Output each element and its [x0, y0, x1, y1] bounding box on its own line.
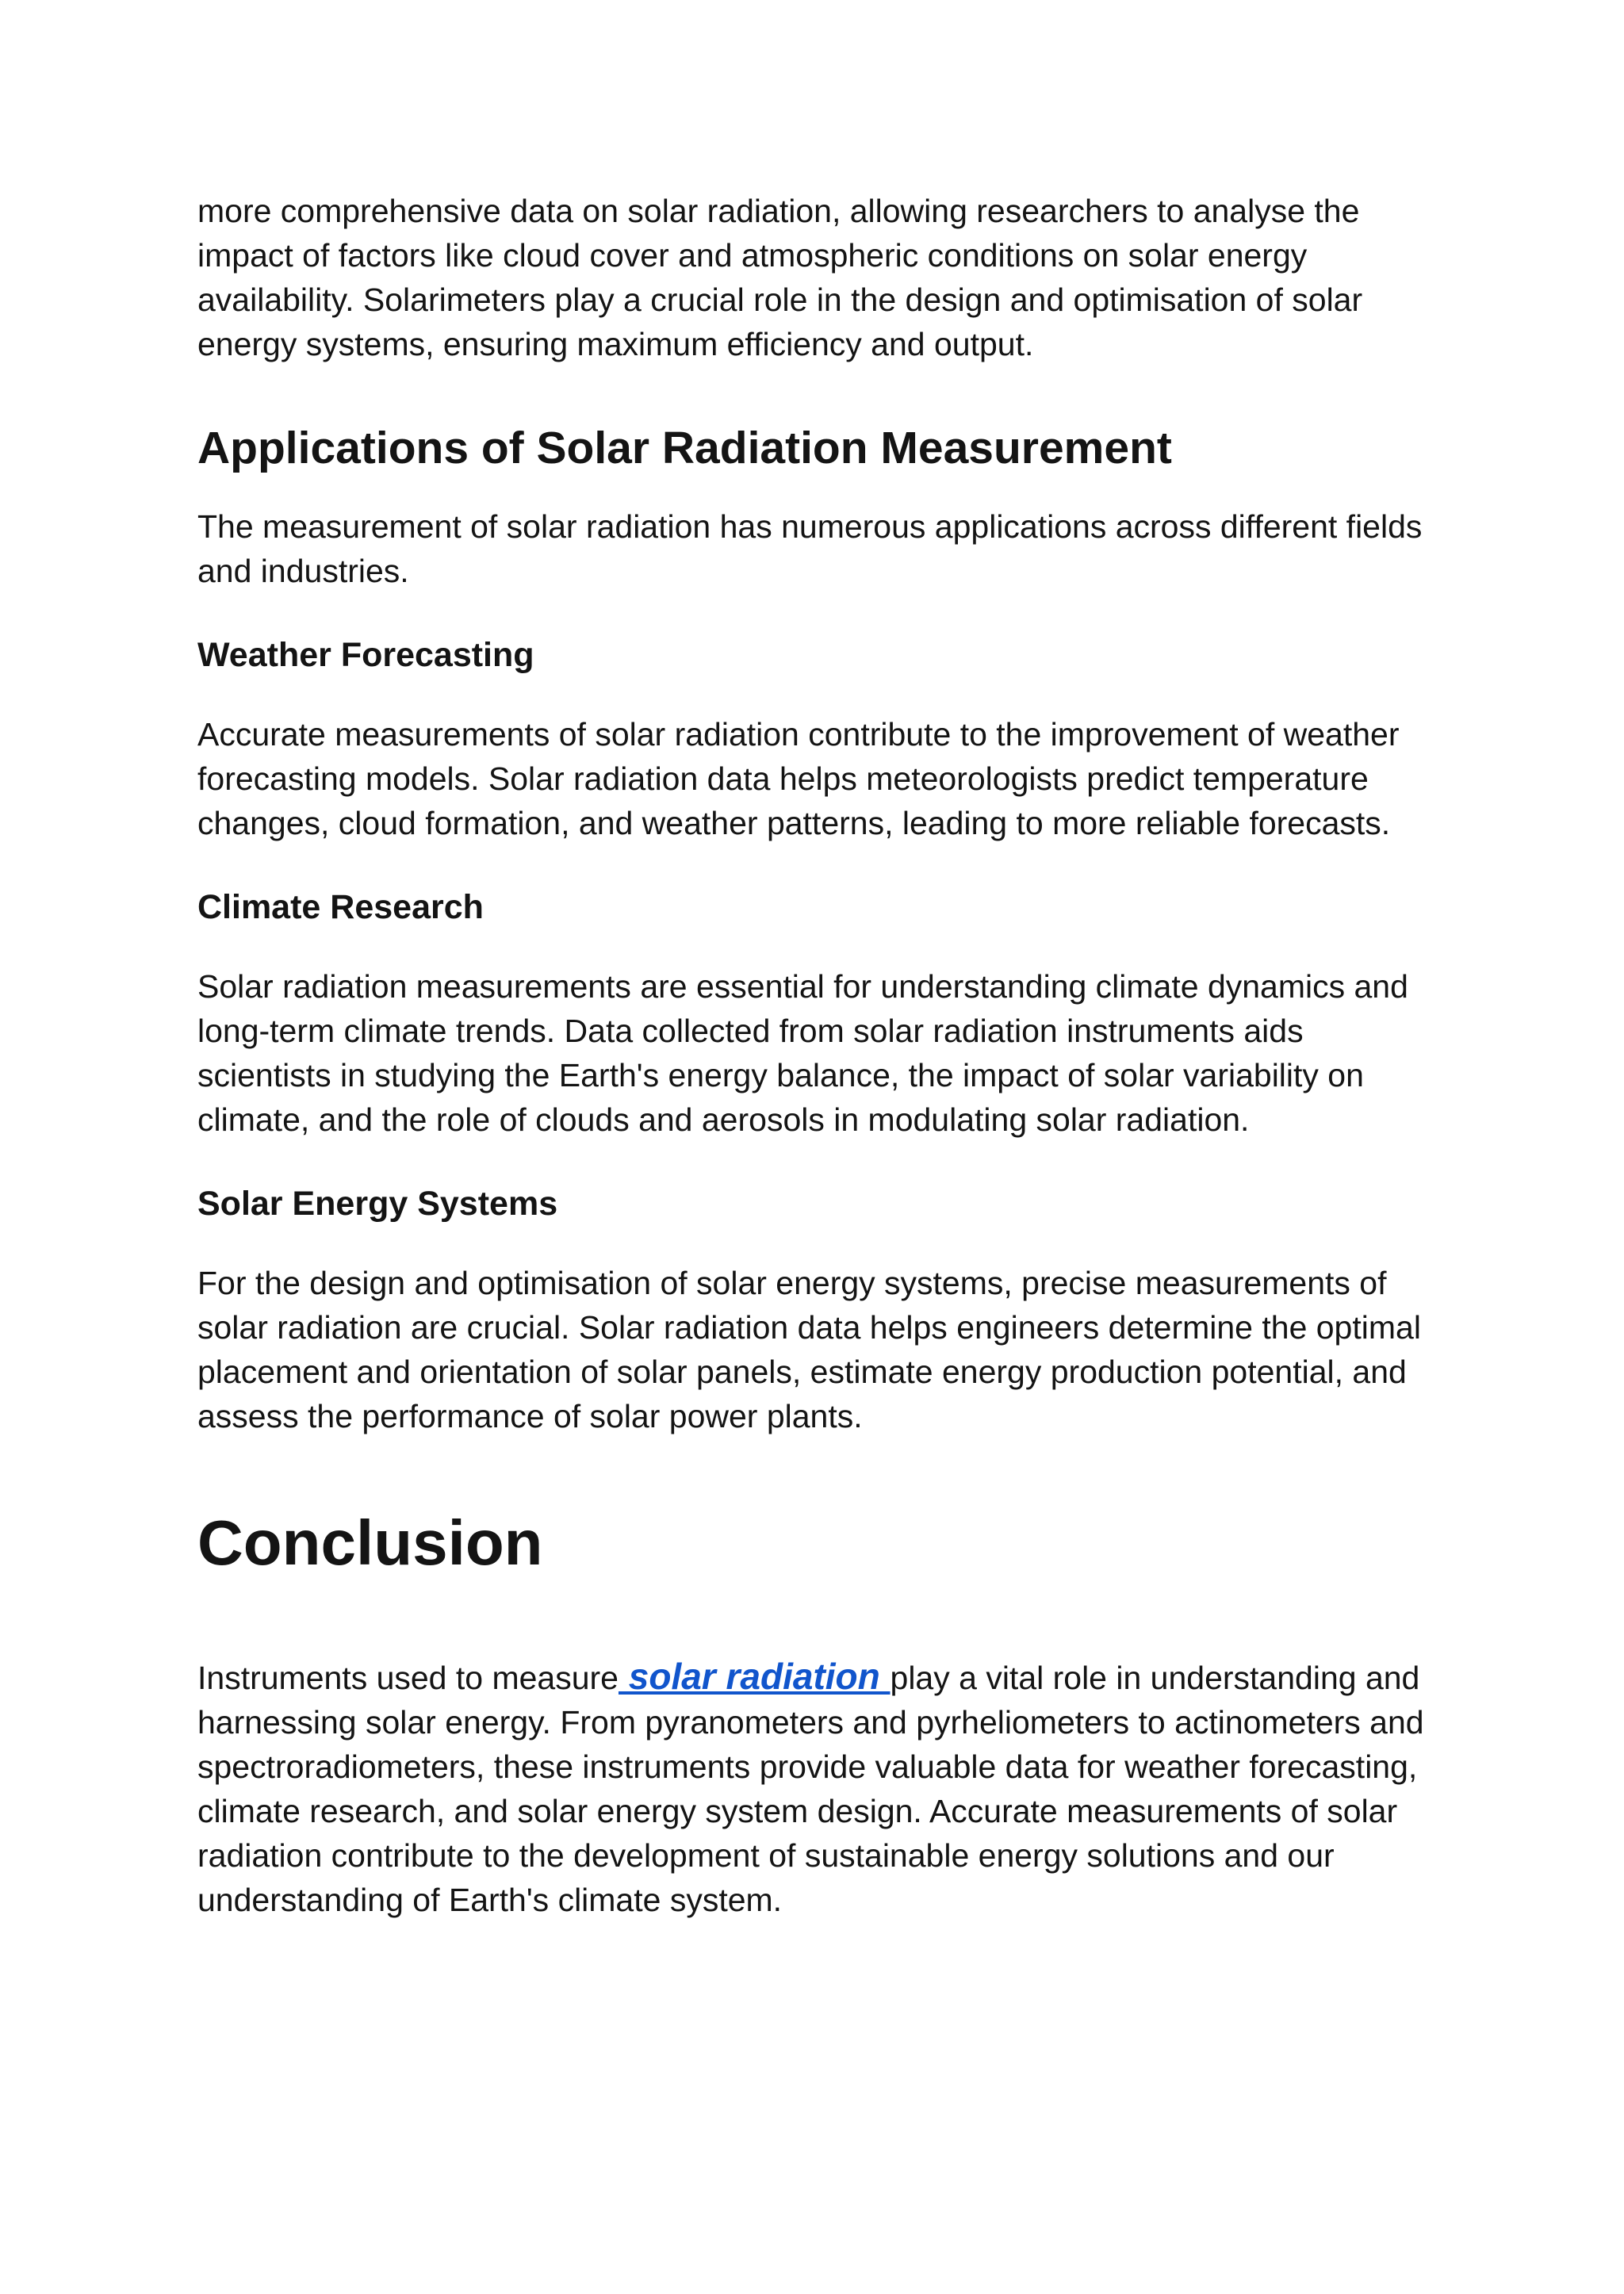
conclusion-paragraph	[197, 1654, 1442, 1922]
section-title-weather-forecasting: Weather Forecasting	[197, 636, 534, 674]
conclusion-text-after: play a vital role in understanding and harnessing solar energy. From pyranometers and pyrheliometers to actinometers and spectroradiometers, these instruments provide valuable data for weather forecasting, climate research, and solar energy system design. Accurate measurements of solar radiation contribute to the development of sustainable energy solutions and our understanding of Earth's climate system.	[197, 1660, 1424, 1918]
section-body-weather-forecasting: Accurate measurements of solar radiation contribute to the improvement of weather forecasting models. Solar radiation data helps meteorologists predict temperature changes, cloud formation, and weather patterns, leading to more reliable forecasts.	[197, 716, 1400, 841]
solar-radiation-link[interactable]: solar radiation	[618, 1656, 891, 1697]
applications-heading: Applications of Solar Radiation Measurement	[197, 423, 1172, 473]
section-body-solar-energy-systems: For the design and optimisation of solar energy systems, precise measurements of solar radiation are crucial. Solar radiation data helps engineers determine the optimal placement and orientation of solar panels, estimate energy production potential, and assess the performance of solar power plants.	[197, 1265, 1421, 1434]
conclusion-heading: Conclusion	[197, 1507, 543, 1578]
intro-paragraph: more comprehensive data on solar radiation, allowing researchers to analyse the impact of factors like cloud cover and atmospheric conditions on solar energy availability. Solarimeters play a crucial role in the design and optimisation of solar energy systems, ensuring maximum efficiency and output.	[197, 193, 1363, 362]
section-title-solar-energy-systems: Solar Energy Systems	[197, 1185, 558, 1223]
section-title-climate-research: Climate Research	[197, 888, 484, 926]
applications-intro: The measurement of solar radiation has numerous applications across different fields and industries.	[197, 508, 1423, 589]
document-page	[197, 189, 1442, 1922]
conclusion-text-before: Instruments used to measure	[197, 1660, 619, 1696]
section-body-climate-research: Solar radiation measurements are essential for understanding climate dynamics and long-term climate trends. Data collected from solar radiation instruments aids scientists in studying the Earth's energy balance, the impact of solar variability on climate, and the role of clouds and aerosols in modulating solar radiation.	[197, 968, 1408, 1138]
